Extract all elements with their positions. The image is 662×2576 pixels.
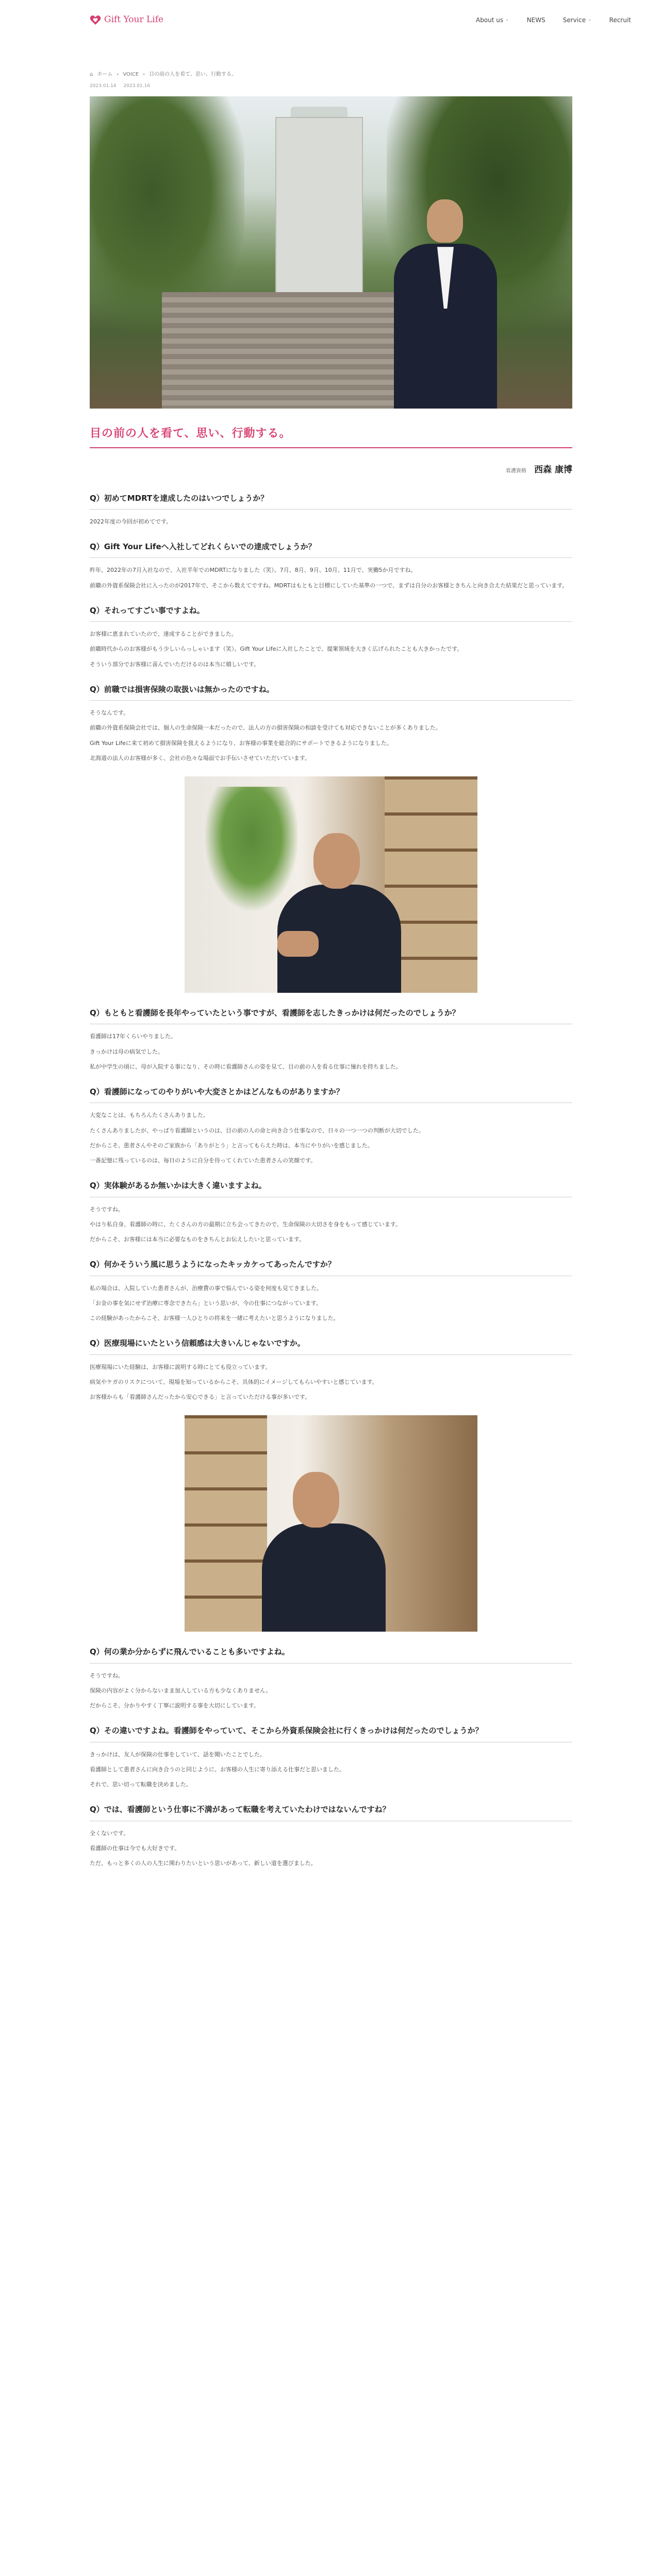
answer-paragraph: だからこそ、お客様には本当に必要なものをきちんとお伝えしたいと思っています。: [90, 1236, 305, 1243]
breadcrumb-voice[interactable]: VOICE: [123, 72, 139, 77]
person-hand: [277, 931, 319, 957]
chevron-down-icon: ⌄: [505, 17, 509, 23]
question-heading: Q）何かそういう風に思うようになったキッカケってあったんですか？: [90, 1258, 572, 1276]
answer-paragraph: 「お金の事を気にせず治療に専念できたら」という思いが、今の仕事につながっています。: [90, 1299, 322, 1307]
question-heading: Q）それってすごい事ですよね。: [90, 604, 572, 622]
hero-gate: [275, 117, 363, 297]
answer-paragraph: お客様からも「看護師さんだったから安心できる」と言っていただける事が多いです。: [90, 1394, 311, 1400]
answer-paragraph: 私の場合は、入院していた患者さんが、治療費の事で悩んでいる姿を何度も見てきました。: [90, 1284, 322, 1292]
question-heading: Q）では、看護師という仕事に不満があって転職を考えていたわけではないんですね？: [90, 1803, 572, 1821]
answer-paragraph: 前職の外資系保険会社では、個人の生命保険一本だったので、法人の方の損害保険の相談を受けても対応できないことが多くありました。: [90, 724, 441, 732]
site-header: [0, 0, 662, 40]
question-heading: Q）初めてMDRTを達成したのはいつでしょうか？: [90, 492, 572, 510]
answer-paragraph: だからこそ、患者さんやそのご家族から「ありがとう」と言ってもらえた時は、本当にやりがいを感じました。: [90, 1142, 373, 1149]
question-heading: Q）看護師になってのやりがいや大変さとかはどんなものがありますか？: [90, 1085, 572, 1103]
answer-paragraph: 全くないです。: [90, 1829, 129, 1837]
answer-paragraph: 昨年、2022年の7月入社なので、入社半年でのMDRTになりました（笑）。7月、8月、9月、10月、11月で、実働5か月ですね。: [90, 567, 417, 574]
nav-label: Service: [562, 16, 586, 24]
photo-plant: [205, 787, 298, 910]
answer-paragraph: 病気やケガのリスクについて、現場を知っているからこそ、具体的にイメージしてもらいやすいと感じています。: [90, 1378, 378, 1385]
logo-text: Gift Your Life: [104, 14, 164, 25]
answer-paragraph: やはり私自身、看護師の時に、たくさんの方の最期に立ち会ってきたので、生命保険の大切さを身をもって感じています。: [90, 1221, 401, 1228]
answer-paragraph: 看護師の仕事は今でも大好きです。: [90, 1844, 180, 1852]
site-logo[interactable]: [90, 12, 163, 28]
answer-paragraph: ただ、もっと多くの人の人生に関わりたいという思いがあって、新しい道を選びました。: [90, 1860, 317, 1867]
answer-paragraph: そうですね。: [90, 1672, 124, 1679]
interviewee: [90, 463, 572, 478]
hero-person: [394, 199, 497, 409]
answer-paragraph: 一番記憶に残っているのは、毎日のように自分を待ってくれていた患者さんの笑顔です。: [90, 1157, 317, 1164]
person-head: [313, 833, 360, 889]
answer-paragraph: 前職時代からのお客様がもう少しいらっしゃいます（笑）。Gift Your Lifeに入社したことで、提案領域を大きく広げられたことも大きかったです。: [90, 646, 463, 653]
answer-paragraph: だからこそ、分かりやすく丁寧に説明する事を大切にしています。: [90, 1702, 259, 1709]
answer-paragraph: 保険の内容がよく分からないまま加入している方も少なくありません。: [90, 1687, 272, 1694]
question-heading: Q）Gift Your Lifeへ入社してどれくらいでの達成でしょうか？: [90, 540, 572, 558]
nav-label: NEWS: [526, 16, 545, 24]
answer-paragraph: Gift Your Lifeに来て初めて損害保険を扱えるようになり、お客様の事業を総合的にサポートできるようになりました。: [90, 739, 392, 747]
post-dates: [90, 82, 662, 91]
heart-logo-icon: [90, 15, 101, 25]
question-heading: Q）前職では損害保険の取扱いは無かったのですね。: [90, 683, 572, 701]
answer-paragraph: 看護師は17年くらいやりました。: [90, 1033, 176, 1040]
answer-paragraph: この経験があったからこそ、お客様一人ひとりの将来を一緒に考えたいと思うようになりました。: [90, 1315, 339, 1321]
answer-paragraph: 前職の外資系保険会社に入ったのが2017年で、そこから数えてですね。MDRTはもともと目標にしていた基準の一つで、まずは自分のお客様ときちんと向き合えた結果だと思っています。: [90, 582, 568, 589]
interviewee-name: 西森 康博: [534, 464, 572, 475]
nav-label: Recruit: [609, 16, 631, 24]
question-heading: Q）その違いですよね。看護師をやっていて、そこから外資系保険会社に行くきっかけは何だったのでしょうか？: [90, 1724, 572, 1742]
breadcrumb: [90, 70, 662, 79]
answer-paragraph: きっかけは、友人が保険の仕事をしていて、話を聞いたことでした。: [90, 1751, 266, 1758]
question-heading: Q）何の業か分からずに飛んでいることも多いですよね。: [90, 1645, 572, 1663]
answer-paragraph: 私が中学生の頃に、母が入院する事になり、その時に看護師さんの姿を見て、目の前の人を看る仕事に憧れを持ちました。: [90, 1063, 402, 1070]
home-icon: ⌂: [90, 72, 93, 77]
interview-photo: [185, 1415, 477, 1632]
question-heading: Q）もともと看護師を長年やっていたという事ですが、看護師を志したきっかけは何だったのでしょうか？: [90, 1006, 572, 1024]
answer-paragraph: それで、思い切って転職を決めました。: [90, 1781, 192, 1788]
answer-paragraph: 2022年度の今回が初めてです。: [90, 518, 172, 525]
nav-label: About us: [475, 16, 504, 24]
answer-paragraph: お客様に恵まれていたので、達成することができました。: [90, 631, 237, 637]
chevron-down-icon: ⌄: [588, 17, 592, 23]
updated-date: 2023.01.16: [123, 83, 151, 89]
answer-paragraph: 看護師として患者さんに向き合うのと同じように、お客様の人生に寄り添える仕事だと思いました。: [90, 1766, 345, 1773]
answer-paragraph: 北海道の法人のお客様が多く、会社の色々な場面でお手伝いさせていただいています。: [90, 754, 310, 761]
breadcrumb-home[interactable]: ホーム: [97, 72, 113, 77]
photo-bookshelf: [185, 1415, 267, 1632]
answer-paragraph: そうなんです。: [90, 709, 129, 716]
question-heading: Q）医療現場にいたという信頼感は大きいんじゃないですか。: [90, 1336, 572, 1354]
interview-photo: [185, 776, 477, 993]
breadcrumb-separator-icon: ›: [117, 72, 119, 77]
answer-paragraph: そうですね。: [90, 1206, 124, 1213]
answer-paragraph: そういう部分でお客様に喜んでいただけるのは本当に嬉しいです。: [90, 660, 260, 668]
interviewee-role: 看護資格: [505, 468, 526, 474]
answer-paragraph: きっかけは母の病気でした。: [90, 1048, 163, 1055]
person-head: [293, 1472, 339, 1528]
person-head: [427, 199, 463, 243]
question-heading: Q）実体験があるか無いかは大きく違いますよね。: [90, 1179, 572, 1197]
answer-paragraph: 医療現場にいた経験は、お客様に説明する時にとても役立っています。: [90, 1363, 271, 1370]
nav-about-us[interactable]: [476, 15, 509, 26]
answer-paragraph: たくさんありましたが、やっぱり看護師というのは、目の前の人の命と向き合う仕事なので、日々の一つ一つの判断が大切でした。: [90, 1127, 424, 1134]
main-nav: [476, 15, 631, 26]
title-underline: [90, 447, 572, 448]
answer-paragraph: 大変なことは、もちろんたくさんありました。: [90, 1112, 209, 1119]
article-title: 目の前の人を看て、思い、行動する。: [90, 427, 291, 440]
nav-service[interactable]: [563, 15, 592, 26]
published-date: 2023.01.14: [90, 83, 117, 89]
interview-qa: [90, 492, 572, 1869]
article: [90, 96, 572, 1868]
nav-recruit[interactable]: [609, 15, 631, 26]
breadcrumb-separator-icon: ›: [143, 72, 145, 77]
hero-photo: [90, 96, 572, 409]
person-body: [262, 1523, 386, 1632]
breadcrumb-current: 目の前の人を看て、思い、行動する。: [149, 72, 237, 77]
nav-news[interactable]: [527, 15, 545, 26]
